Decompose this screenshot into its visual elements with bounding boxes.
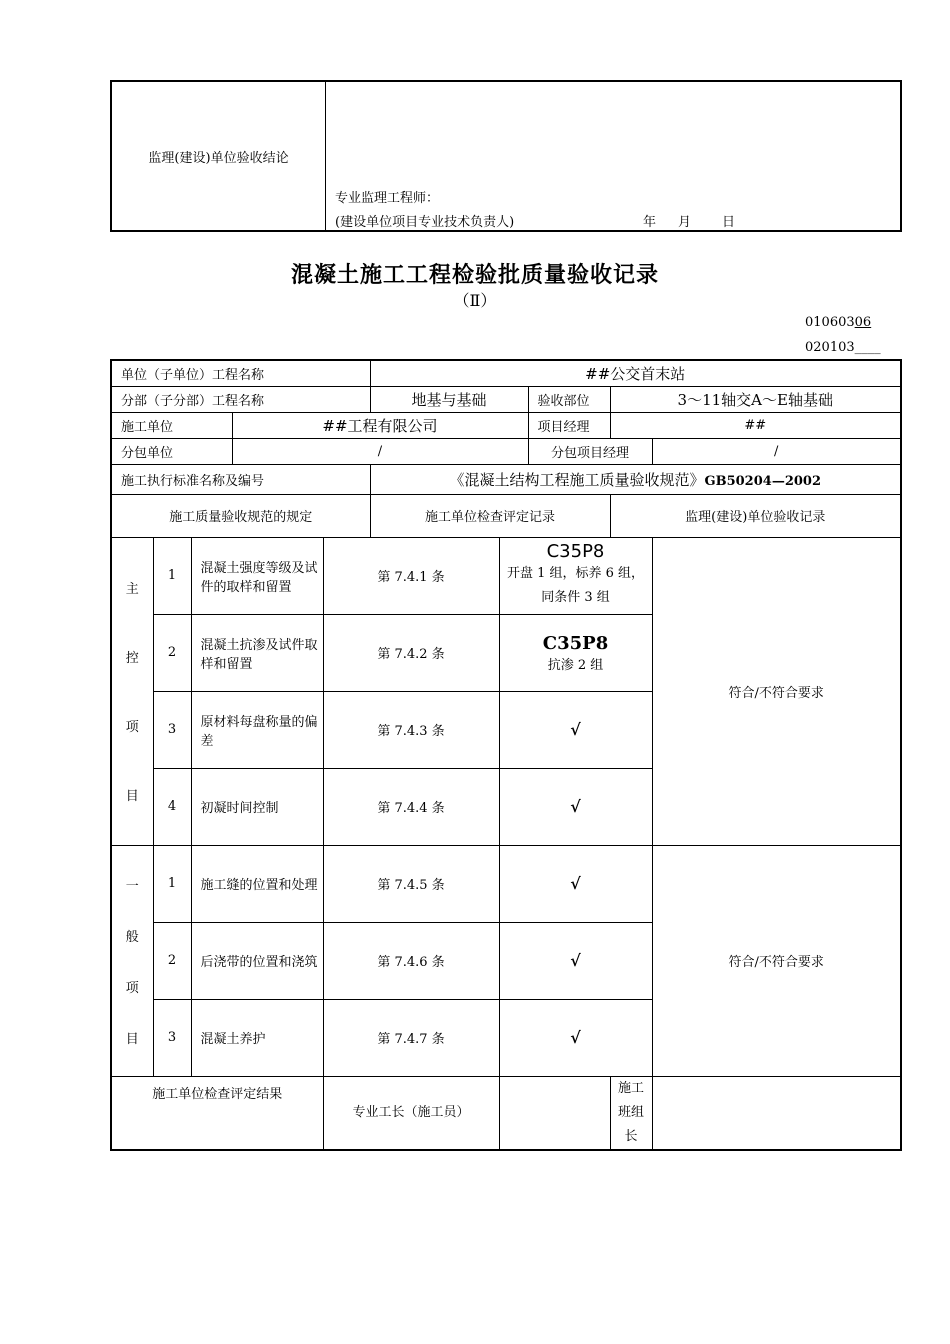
check-mark-icon: √ xyxy=(499,691,652,768)
supervisor-conclusion-table xyxy=(110,80,902,232)
contractor-label: 施工单位 xyxy=(111,412,232,438)
team-leader-label: 施工班组长 xyxy=(610,1076,652,1150)
item-clause: 第 7.4.5 条 xyxy=(323,845,499,922)
contractor-value: ##工程有限公司 xyxy=(232,412,528,438)
pm-value: ## xyxy=(610,412,901,438)
standard-label: 施工执行标准名称及编号 xyxy=(111,464,370,494)
sub-pm-label: 分包项目经理 xyxy=(528,438,652,464)
item-desc: 后浇带的位置和浇筑 xyxy=(191,922,323,999)
check-mark-icon: √ xyxy=(499,999,652,1076)
check-mark-icon: √ xyxy=(499,922,652,999)
check-mark-icon: √ xyxy=(499,845,652,922)
general-items-group-label: 一 般 项 目 xyxy=(111,845,153,1076)
standard-value: 《混凝土结构工程施工质量验收规范》GB50204—2002 xyxy=(370,464,901,494)
foreman-label: 专业工长（施工员） xyxy=(323,1076,499,1150)
item-desc: 混凝土养护 xyxy=(191,999,323,1076)
form-code-1: 01060306 xyxy=(805,315,872,330)
item-no: 3 xyxy=(153,999,191,1076)
item-desc: 混凝土抗渗及试件取样和留置 xyxy=(191,614,323,691)
main-items-result: 符合/不符合要求 xyxy=(652,537,901,845)
sub-pm-value: / xyxy=(652,438,901,464)
supervisor-record-header: 监理(建设)单位验收记录 xyxy=(610,494,901,537)
year-label: 年 xyxy=(643,215,657,230)
day-label: 日 xyxy=(722,215,736,230)
main-item-row xyxy=(111,537,901,614)
item-desc: 混凝土强度等级及试件的取样和留置 xyxy=(191,537,323,614)
item-clause: 第 7.4.7 条 xyxy=(323,999,499,1076)
item-clause: 第 7.4.4 条 xyxy=(323,768,499,845)
item-no: 4 xyxy=(153,768,191,845)
division-label: 分部（子分部）工程名称 xyxy=(111,386,370,412)
general-items-result: 符合/不符合要求 xyxy=(652,845,901,1076)
team-leader-signature-cell xyxy=(652,1076,901,1150)
inspection-part-value: 3～11轴交A～E轴基础 xyxy=(610,386,901,412)
form-code-2: 020103____ xyxy=(805,340,881,355)
check-mark-icon: √ xyxy=(499,768,652,845)
footer-result-label: 施工单位检查评定结果 xyxy=(111,1076,323,1150)
sub-label: 分包单位 xyxy=(111,438,232,464)
item-no: 1 xyxy=(153,537,191,614)
month-label: 月 xyxy=(678,215,692,230)
item-clause: 第 7.4.2 条 xyxy=(323,614,499,691)
item-desc: 施工缝的位置和处理 xyxy=(191,845,323,922)
general-item-row xyxy=(111,845,901,922)
supervisor-conclusion-cell xyxy=(326,81,902,231)
engineer-label: 专业监理工程师： xyxy=(335,191,440,206)
sub-value: / xyxy=(232,438,528,464)
rule-header: 施工质量验收规范的规定 xyxy=(111,494,370,537)
item-no: 1 xyxy=(153,845,191,922)
division-value: 地基与基础 xyxy=(370,386,528,412)
unit-label: 单位（子单位）工程名称 xyxy=(111,360,370,386)
item-clause: 第 7.4.3 条 xyxy=(323,691,499,768)
inspection-part-label: 验收部位 xyxy=(528,386,610,412)
item-no: 2 xyxy=(153,614,191,691)
item-record: C35P8 开盘 1 组，标养 6 组，同条件 3 组 xyxy=(499,537,652,614)
item-clause: 第 7.4.1 条 xyxy=(323,537,499,614)
unit-value: ##公交首末站 xyxy=(370,360,901,386)
item-desc: 原材料每盘称量的偏差 xyxy=(191,691,323,768)
page-subtitle: （Ⅱ） xyxy=(453,291,497,310)
pm-label: 项目经理 xyxy=(528,412,610,438)
item-no: 3 xyxy=(153,691,191,768)
item-clause: 第 7.4.6 条 xyxy=(323,922,499,999)
owner-label: (建设单位项目专业技术负责人) xyxy=(335,215,515,230)
contractor-record-header: 施工单位检查评定记录 xyxy=(370,494,610,537)
page-title: 混凝土施工工程检验批质量验收记录 xyxy=(290,262,659,288)
main-items-group-label: 主 控 项 目 xyxy=(111,537,153,845)
item-record: C35P8 抗渗 2 组 xyxy=(499,614,652,691)
foreman-signature-cell xyxy=(499,1076,610,1150)
item-desc: 初凝时间控制 xyxy=(191,768,323,845)
supervisor-conclusion-label: 监理(建设)单位验收结论 xyxy=(111,81,326,231)
item-no: 2 xyxy=(153,922,191,999)
inspection-record-table xyxy=(110,359,902,1151)
